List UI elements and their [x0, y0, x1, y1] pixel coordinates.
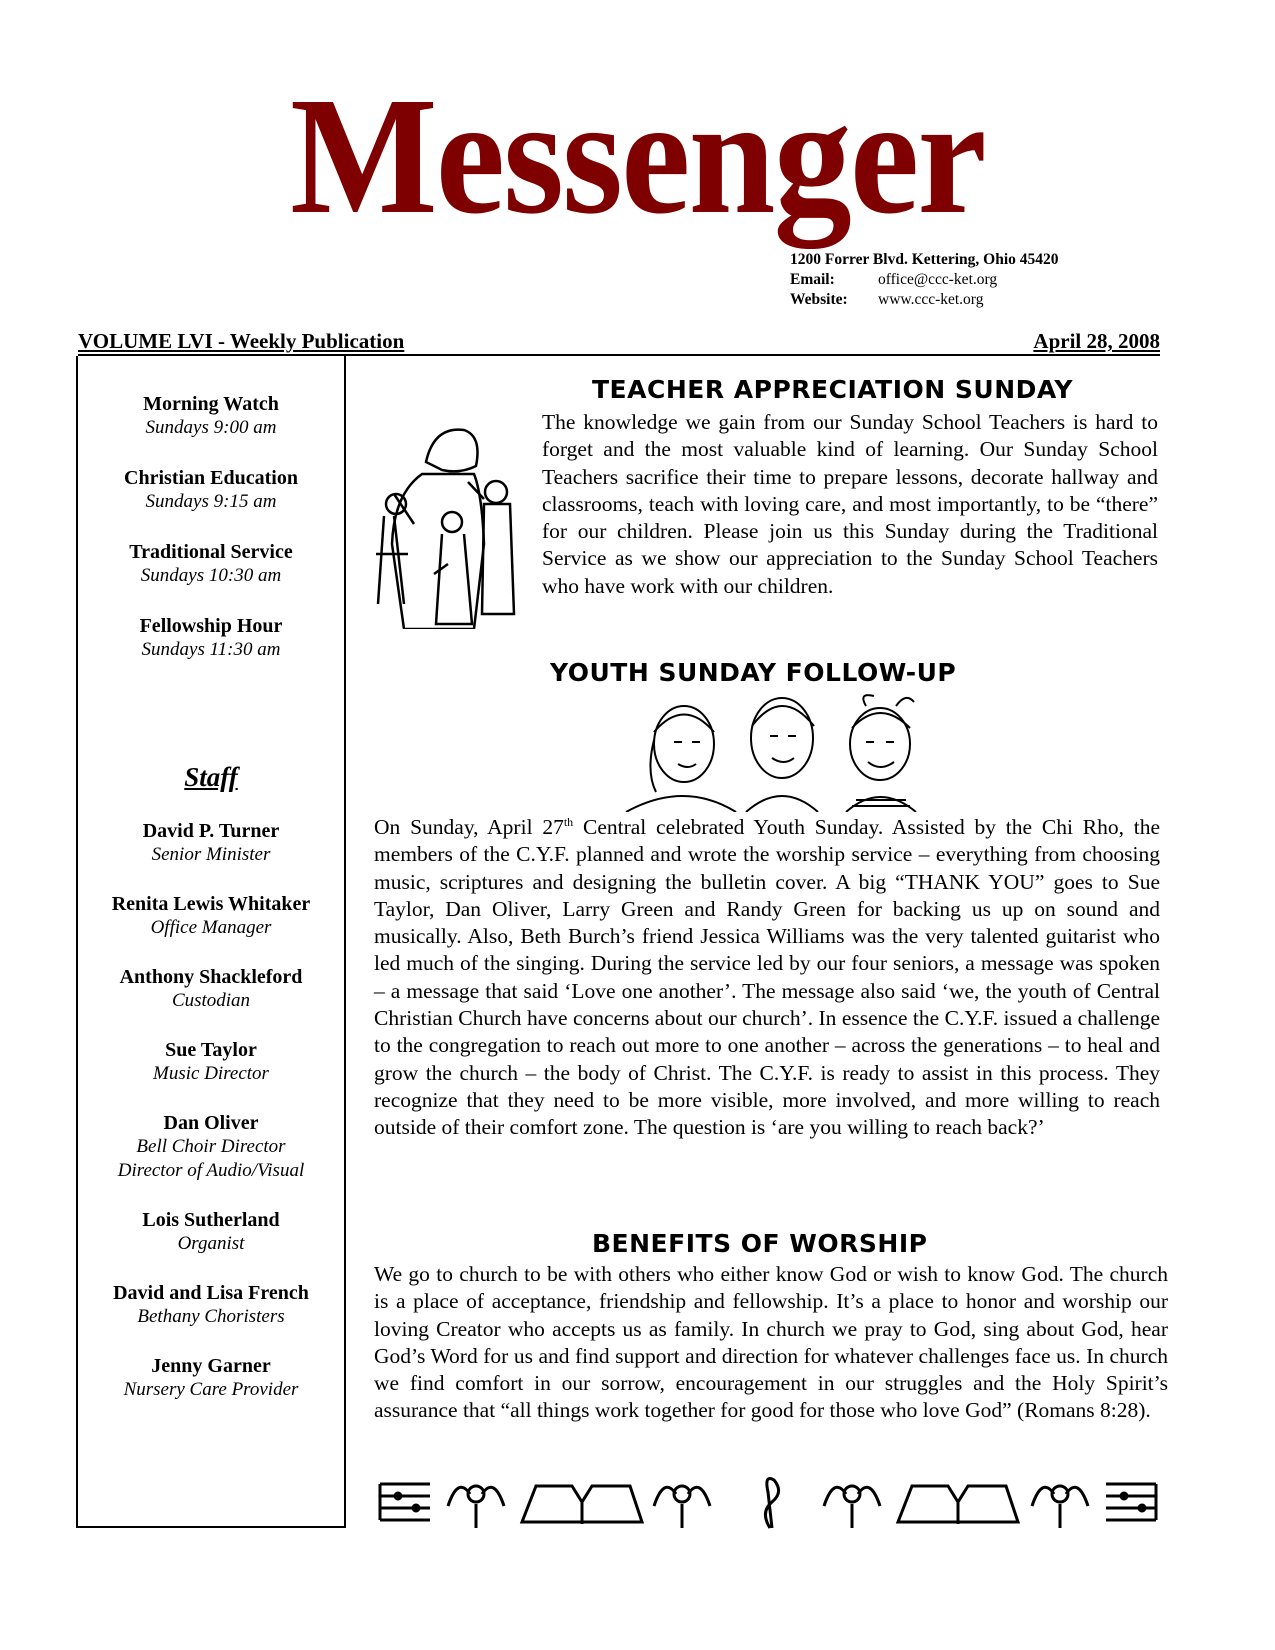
open-bible-icon — [522, 1486, 642, 1524]
staff-member — [78, 965, 344, 1013]
staff-name: David P. Turner — [142, 820, 280, 842]
teacher-hugging-children-illustration — [364, 404, 524, 629]
teacher-appreciation-body: The knowledge we gain from our Sunday School Teachers is hard to forget and the most valuable kind of learning. Our Sunday School Teachers sacrifice their time to prepare lessons, decorate hallway and classrooms, teach with loving care, and most importantly, to be “there” for our children. Please join us this Sunday during the Traditional Service as we show our appreciation to the Sunday School Teachers who have work with our children. — [542, 410, 1158, 598]
ordinal-suffix: th — [563, 814, 574, 829]
schedule-time: Sundays 9:15 am — [145, 491, 277, 512]
staff-role-secondary: Director of Audio/Visual — [117, 1160, 305, 1181]
treble-clef-icon — [765, 1479, 778, 1529]
staff-role: Bethany Choristers — [137, 1306, 285, 1327]
sidebar — [76, 356, 346, 1528]
open-bible-icon — [898, 1486, 1018, 1524]
contact-block — [790, 250, 1059, 310]
staff-member — [78, 1038, 344, 1086]
volume-bar — [78, 328, 1160, 356]
youth-sunday-heading: YOUTH SUNDAY FOLLOW-UP — [550, 658, 957, 687]
staff-list — [78, 819, 344, 1402]
schedule-time: Sundays 9:00 am — [145, 417, 277, 438]
masthead-title: Messenger — [290, 63, 985, 249]
staff-role: Office Manager — [150, 917, 272, 938]
staff-role: Music Director — [153, 1063, 269, 1084]
website-label: Website: — [790, 291, 848, 308]
staff-name: Anthony Shackleford — [119, 966, 303, 988]
email-link[interactable]: office@ccc-ket.org — [878, 271, 998, 288]
three-youth-faces-illustration — [596, 692, 944, 812]
staff-member — [78, 1111, 344, 1183]
schedule-title: Fellowship Hour — [139, 615, 283, 637]
schedule-item — [78, 614, 344, 662]
youth-body-rest: Central celebrated Youth Sunday. Assisted by the Chi Rho, the members of the C.Y.F. planned and wrote the worship service – everything from choosing music, scriptures and designing the bulletin cover. A big “THANK YOU” goes to Sue Taylor, Dan Oliver, Larry Green and Randy Green for backing us up on sound and musically. Also, Beth Burch’s friend Jessica Williams was the very talented guitarist who led much of the singing. During the service led by our four seniors, a message was spoken – a message that said ‘Love one another’. The message also said ‘we, the youth of Central Christian Church have concerns about our church’. In essence the C.Y.F. issued a challenge to the congregation to reach out more to one another – across the generations – to heal and grow the church – the body of Christ. The C.Y.F. is ready to assist in this process. They recognize that they need to be more visible, more involved, and more willing to reach outside of their comfort zone. The question is ‘are you willing to reach back?’ — [374, 815, 1161, 1140]
decorative-border — [376, 1472, 1160, 1532]
staff-role: Custodian — [171, 990, 251, 1011]
schedule-title: Morning Watch — [143, 393, 279, 415]
staff-member — [78, 819, 344, 867]
schedule-item — [78, 466, 344, 514]
praising-figure-icon — [654, 1486, 710, 1528]
youth-body-start: On Sunday, April 27 — [374, 815, 564, 839]
volume-label: VOLUME LVI - Weekly Publication — [78, 329, 405, 353]
sheet-music-icon — [380, 1484, 430, 1520]
staff-name: Dan Oliver — [163, 1112, 259, 1134]
praising-figure-icon — [824, 1486, 880, 1528]
staff-name: David and Lisa French — [113, 1282, 309, 1304]
benefits-of-worship-heading: BENEFITS OF WORSHIP — [592, 1229, 928, 1258]
service-schedule — [78, 392, 344, 662]
schedule-item — [78, 540, 344, 588]
schedule-time: Sundays 10:30 am — [140, 565, 282, 586]
street-address: 1200 Forrer Blvd. Kettering, Ohio 45420 — [790, 251, 1059, 268]
staff-role: Bell Choir Director — [136, 1136, 286, 1157]
staff-member — [78, 1208, 344, 1256]
staff-name: Sue Taylor — [165, 1039, 257, 1061]
staff-role: Nursery Care Provider — [123, 1379, 299, 1400]
issue-date: April 28, 2008 — [1033, 329, 1160, 353]
staff-name: Jenny Garner — [151, 1355, 271, 1377]
youth-sunday-body — [374, 814, 1160, 1142]
staff-name: Lois Sutherland — [142, 1209, 280, 1231]
praising-figure-icon — [1032, 1486, 1088, 1528]
staff-name: Renita Lewis Whitaker — [111, 893, 311, 915]
staff-member — [78, 892, 344, 940]
schedule-item — [78, 392, 344, 440]
email-label: Email: — [790, 271, 835, 288]
praising-figure-icon — [448, 1486, 504, 1528]
staff-role: Senior Minister — [151, 844, 271, 865]
schedule-time: Sundays 11:30 am — [141, 639, 281, 660]
sheet-music-icon — [1106, 1484, 1156, 1520]
teacher-appreciation-heading: TEACHER APPRECIATION SUNDAY — [592, 375, 1073, 404]
staff-role: Organist — [177, 1233, 245, 1254]
benefits-of-worship-body: We go to church to be with others who either know God or wish to know God. The church is a place of acceptance, friendship and fellowship. It’s a place to honor and worship our loving Creator who accepts us as family. In church we pray to God, sing about God, hear God’s Word for us and find support and direction for whatever challenges face us. In church we find comfort in our sorrow, encouragement in our struggles and the Holy Spirit’s assurance that “all things work together for good for those who love God” (Romans 8:28). — [374, 1262, 1168, 1423]
staff-member — [78, 1281, 344, 1329]
schedule-title: Christian Education — [124, 467, 298, 489]
staff-heading: Staff — [184, 762, 238, 792]
website-link[interactable]: www.ccc-ket.org — [878, 291, 984, 308]
schedule-title: Traditional Service — [129, 541, 293, 563]
staff-member — [78, 1354, 344, 1402]
